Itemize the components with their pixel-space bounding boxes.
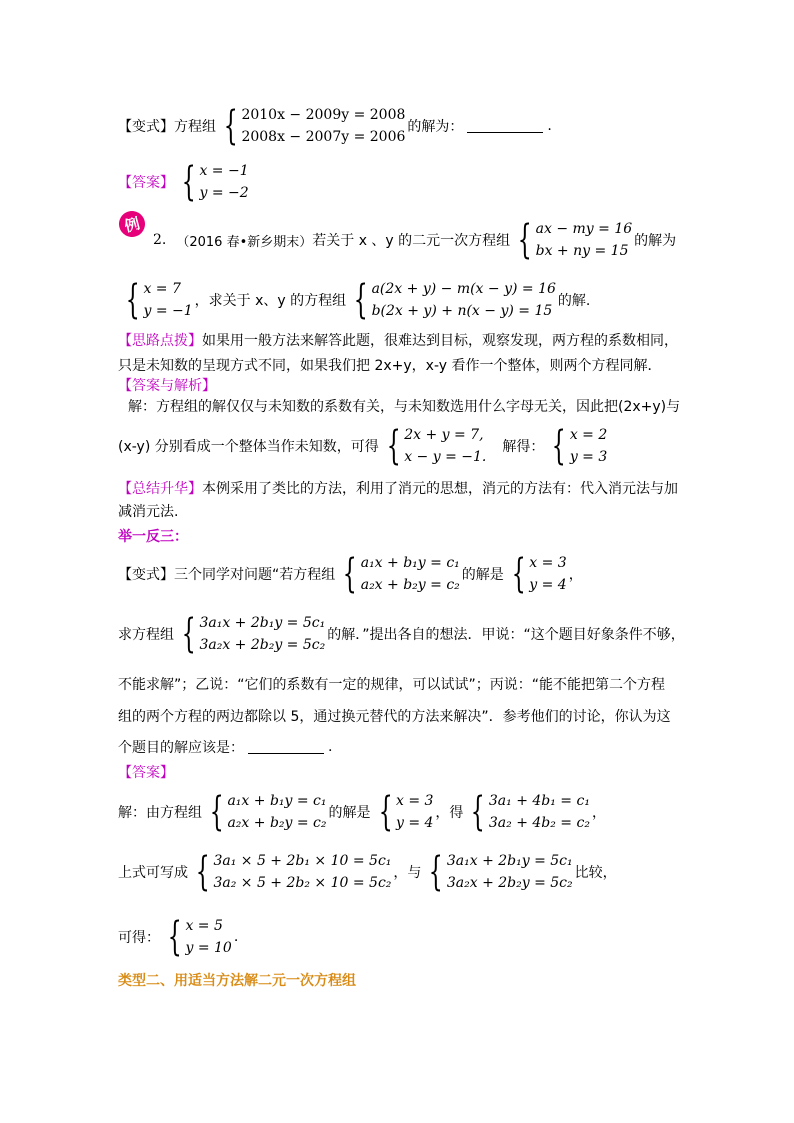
answer-text: ，与 xyxy=(393,865,422,881)
variant-text: 的解是 xyxy=(461,567,504,583)
equation: 3a₁x + 2b₁y = 5c₁ xyxy=(199,615,326,631)
example-line-1 xyxy=(153,218,676,262)
answer-blank xyxy=(248,741,324,754)
practice-label: 举一反三： xyxy=(118,529,188,545)
variant-text: ， xyxy=(568,567,583,583)
equation-system xyxy=(337,552,460,596)
variant-text: 组的两个方程的两边都除以 5，通过换元替代的方法来解决”．参考他们的讨论，你认为这 xyxy=(118,709,671,725)
brace-icon: { xyxy=(386,423,401,469)
variant1-line xyxy=(118,104,552,148)
summary-text: 减消元法. xyxy=(118,504,179,520)
variant-suffix: 的解为： xyxy=(407,119,464,135)
equation: a₂x + b₂y = c₂ xyxy=(360,577,460,593)
answer-text: 可得： xyxy=(118,930,160,946)
analysis-text: (x-y) 分别看成一个整体当作未知数，可得 xyxy=(118,439,379,455)
practice-heading xyxy=(118,526,188,546)
equation: x − y = −1. xyxy=(404,449,487,465)
equation: a₁x + b₁y = c₁ xyxy=(360,555,460,571)
answer2-heading xyxy=(118,762,174,782)
summary-line-2 xyxy=(118,501,178,521)
example-source: （2016 春•新乡期末） xyxy=(176,234,313,250)
brace-icon: { xyxy=(517,217,532,263)
answer-blank xyxy=(467,120,543,133)
solution: y = 4 xyxy=(395,815,434,831)
brace-icon: { xyxy=(195,849,210,895)
answer-text: ， xyxy=(591,805,606,821)
solution: y = 4 xyxy=(529,577,567,593)
equation: ax − my = 16 xyxy=(535,221,633,237)
summary-line-1 xyxy=(118,478,678,498)
answer2-line-3 xyxy=(118,915,238,959)
solution-system xyxy=(506,552,567,596)
example-line-2 xyxy=(118,278,590,322)
variant2-line-2 xyxy=(118,612,685,656)
equation: 3a₂x + 2b₂y = 5c₂ xyxy=(199,637,326,653)
equation-system xyxy=(423,850,572,894)
equation-system xyxy=(190,850,391,894)
answer-text: ，得 xyxy=(435,805,464,821)
equation-system xyxy=(218,104,405,148)
analysis-text: 解：方程组的解仅仅与未知数的系数有关，与未知数选用什么字母无关，因此把(2x+y)与 xyxy=(128,399,681,415)
hint-text: 如果用一般方法来解答此题，很难达到目标，观察发现，两方程的系数相同， xyxy=(202,333,678,349)
solution: y = −2 xyxy=(199,185,249,201)
variant2-line-3 xyxy=(118,674,665,694)
solution: x = −1 xyxy=(199,163,249,179)
hint-text: 只是未知数的呈现方式不同，如果我们把 2x+y，x-y 看作一个整体，则两个方程同解． xyxy=(118,358,662,374)
equation: 3a₁ + 4b₁ = c₁ xyxy=(488,793,590,809)
solution: x = 3 xyxy=(395,793,434,809)
equation-system xyxy=(176,612,325,656)
equation-system xyxy=(348,278,556,322)
example-badge: 例 xyxy=(116,208,148,240)
example-text: 的解. xyxy=(557,293,591,309)
solution: y = 3 xyxy=(569,449,608,465)
example-text: ，求关于 x、y 的方程组 xyxy=(194,293,347,309)
equation-system xyxy=(381,424,487,468)
analysis-line-1 xyxy=(128,396,680,416)
brace-icon: { xyxy=(209,789,224,835)
summary-label: 【总结升华】 xyxy=(118,481,202,497)
hint-label: 【思路点拨】 xyxy=(118,333,202,349)
hint-line-1 xyxy=(118,330,678,350)
solution: x = 3 xyxy=(529,555,567,571)
variant2-line-1 xyxy=(118,552,583,596)
solution-system xyxy=(546,424,607,468)
analysis-text: 解得： xyxy=(502,439,545,455)
equation: 2010x − 2009y = 2008 xyxy=(241,107,406,123)
brace-icon: { xyxy=(471,789,486,835)
variant2-line-5 xyxy=(118,737,332,757)
brace-icon: { xyxy=(223,103,238,149)
variant2-line-4 xyxy=(118,706,671,726)
summary-text: 本例采用了类比的方法，利用了消元的思想，消元的方法有：代入消元法与加 xyxy=(202,481,678,497)
variant-text: 个题目的解应该是： xyxy=(118,740,244,756)
solution-system xyxy=(176,160,249,204)
answer-label: 【答案】 xyxy=(118,765,174,781)
section-title-line xyxy=(118,970,356,990)
equation: 2008x − 2007y = 2006 xyxy=(241,129,406,145)
brace-icon: { xyxy=(552,423,567,469)
solution: x = 7 xyxy=(143,281,181,297)
equation: bx + ny = 15 xyxy=(535,243,629,259)
brace-icon: { xyxy=(429,849,444,895)
equation: b(2x + y) + n(x − y) = 15 xyxy=(371,303,553,319)
variant-label: 【变式】 xyxy=(118,119,174,135)
answer2-line-1 xyxy=(118,790,606,834)
solution: y = −1 xyxy=(143,303,193,319)
period: . xyxy=(233,929,239,945)
brace-icon: { xyxy=(342,551,357,597)
equation-system xyxy=(512,218,632,262)
example-text: 的解为 xyxy=(634,233,677,249)
solution: x = 5 xyxy=(185,918,223,934)
brace-icon: { xyxy=(181,159,196,205)
brace-icon: { xyxy=(125,277,140,323)
equation: a₁x + b₁y = c₁ xyxy=(227,793,327,809)
variant-text: 求方程组 xyxy=(118,627,174,643)
equation: 3a₁ × 5 + 2b₁ × 10 = 5c₁ xyxy=(213,853,392,869)
equation: 3a₂ × 5 + 2b₂ × 10 = 5c₂ xyxy=(213,875,392,891)
analysis-heading xyxy=(118,375,216,395)
answer1-line xyxy=(118,160,251,204)
equation: 2x + y = 7, xyxy=(404,427,484,443)
brace-icon: { xyxy=(378,789,393,835)
analysis-label: 【答案与解析】 xyxy=(118,378,216,394)
brace-icon: { xyxy=(167,914,182,960)
brace-icon: { xyxy=(511,551,526,597)
answer-label: 【答案】 xyxy=(118,175,174,191)
analysis-line-2 xyxy=(118,424,609,468)
equation: 3a₂x + 2b₂y = 5c₂ xyxy=(446,875,573,891)
answer-text: 的解是 xyxy=(328,805,371,821)
solution: y = 10 xyxy=(185,940,232,956)
solution-system xyxy=(120,278,193,322)
equation: a₂x + b₂y = c₂ xyxy=(227,815,327,831)
equation-system xyxy=(204,790,327,834)
variant-label: 【变式】 xyxy=(118,567,174,583)
answer2-line-2 xyxy=(118,850,617,894)
equation: a(2x + y) − m(x − y) = 16 xyxy=(371,281,556,297)
solution-system xyxy=(162,915,232,959)
equation: 3a₁x + 2b₁y = 5c₁ xyxy=(446,853,573,869)
variant-text: 三个同学对问题“若方程组 xyxy=(174,567,336,583)
equation-system xyxy=(465,790,590,834)
answer-text: 解：由方程组 xyxy=(118,805,202,821)
brace-icon: { xyxy=(353,277,368,323)
solution-system xyxy=(373,790,434,834)
answer-text: 上式可写成 xyxy=(118,865,188,881)
example-number: 2. xyxy=(153,232,167,248)
section-title: 类型二、用适当方法解二元一次方程组 xyxy=(118,973,356,989)
solution: x = 2 xyxy=(569,427,608,443)
period: . xyxy=(328,739,333,755)
hint-line-2 xyxy=(118,355,661,375)
example-text: 若关于 x 、y 的二元一次方程组 xyxy=(312,233,511,249)
variant-text: 的解．”提出各自的想法．甲说：“这个题目好象条件不够， xyxy=(327,627,685,643)
equation: 3a₂ + 4b₂ = c₂ xyxy=(488,815,590,831)
period: . xyxy=(547,118,552,134)
variant-text: 不能求解”；乙说：“它们的系数有一定的规律，可以试试”；丙说：“能不能把第二个方程 xyxy=(118,677,666,693)
brace-icon: { xyxy=(181,611,196,657)
answer-text: 比较， xyxy=(574,865,617,881)
variant-prefix: 方程组 xyxy=(174,119,216,135)
